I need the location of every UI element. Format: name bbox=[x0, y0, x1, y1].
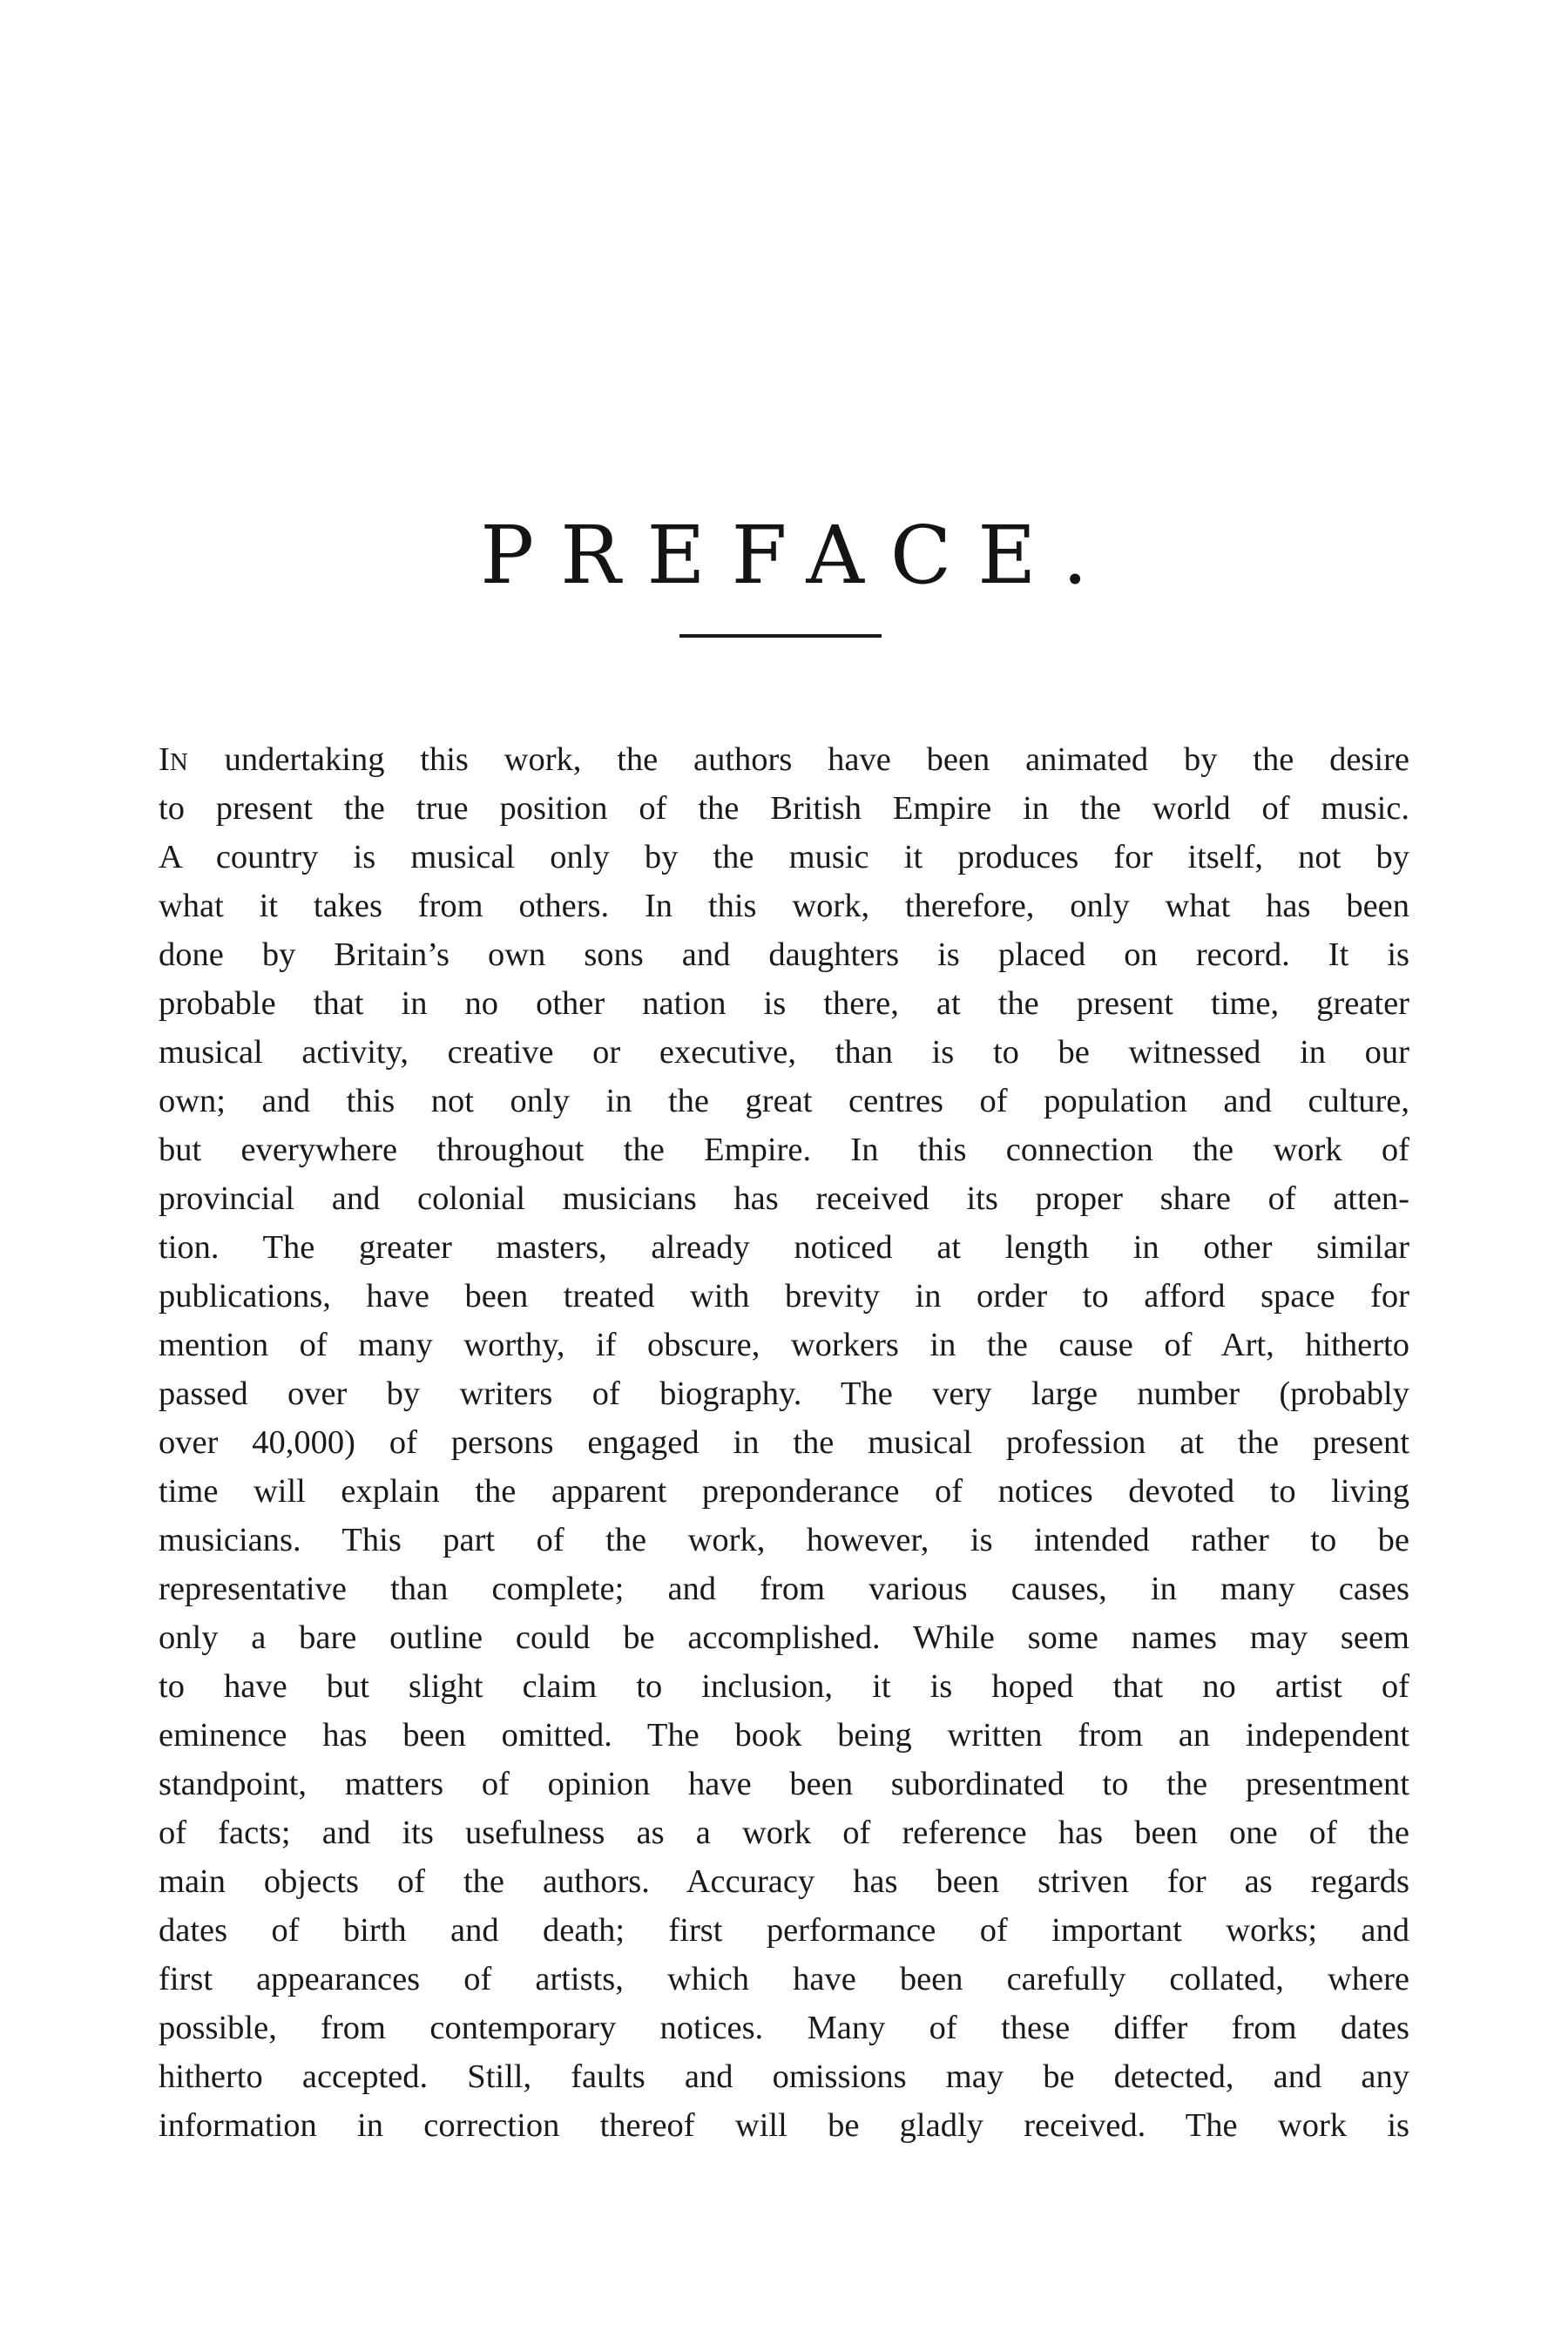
text-line: publications, have been treated with brevity in order to afford space for bbox=[159, 1278, 1409, 1315]
text-line: mention of many worthy, if obscure, workers in the cause of Art, hitherto bbox=[159, 1327, 1409, 1363]
text-line: musicians. This part of the work, however, is intended rather to be bbox=[159, 1522, 1409, 1558]
text-line: of facts; and its usefulness as a work of reference has been one of the bbox=[159, 1815, 1409, 1851]
text-line: dates of birth and death; first performance of important works; and bbox=[159, 1912, 1409, 1949]
text-line: hitherto accepted. Still, faults and omissions may be detected, and any bbox=[159, 2058, 1409, 2095]
text-line: time will explain the apparent preponderance of notices devoted to living bbox=[159, 1473, 1409, 1510]
text-line: to present the true position of the British Empire in the world of music. bbox=[159, 790, 1409, 827]
page-title: PREFACE. bbox=[480, 508, 1114, 602]
text-line: own; and this not only in the great centres of population and culture, bbox=[159, 1083, 1409, 1119]
title-rule bbox=[679, 634, 882, 638]
text-line: possible, from contemporary notices. Many of these differ from dates bbox=[159, 2010, 1409, 2046]
text-line: but everywhere throughout the Empire. In this connection the work of bbox=[159, 1132, 1409, 1168]
text-line: main objects of the authors. Accuracy has been striven for as regards bbox=[159, 1863, 1409, 1900]
text-line: only a bare outline could be accomplished. While some names may seem bbox=[159, 1619, 1409, 1656]
preface-paragraph bbox=[159, 735, 1409, 2150]
text-line bbox=[159, 735, 1409, 784]
text-line: probable that in no other nation is there, at the present time, greater bbox=[159, 985, 1409, 1022]
text-line: tion. The greater masters, already noticed at length in other similar bbox=[159, 1229, 1409, 1266]
text-line: A country is musical only by the music it produces for itself, not by bbox=[159, 839, 1409, 875]
initial-small-caps: N bbox=[169, 748, 189, 776]
initial-capital: I bbox=[159, 741, 170, 778]
text-line: done by Britain’s own sons and daughters is placed on record. It is bbox=[159, 936, 1409, 973]
text-line: standpoint, matters of opinion have been subordinated to the presentment bbox=[159, 1766, 1409, 1802]
text-line: information in correction thereof will be gladly received. The work is bbox=[159, 2107, 1409, 2144]
text-line: representative than complete; and from various causes, in many cases bbox=[159, 1571, 1409, 1607]
text-line: provincial and colonial musicians has received its proper share of atten- bbox=[159, 1180, 1409, 1217]
text-line: what it takes from others. In this work, therefore, only what has been bbox=[159, 888, 1409, 924]
text-line: passed over by writers of biography. The very large number (probably bbox=[159, 1375, 1409, 1412]
text-line: to have but slight claim to inclusion, it is hoped that no artist of bbox=[159, 1668, 1409, 1705]
text-line: eminence has been omitted. The book being written from an independent bbox=[159, 1717, 1409, 1754]
text-line: first appearances of artists, which have been carefully collated, where bbox=[159, 1961, 1409, 1997]
text-line: over 40,000) of persons engaged in the musical profession at the present bbox=[159, 1424, 1409, 1461]
text-line: musical activity, creative or executive, than is to be witnessed in our bbox=[159, 1034, 1409, 1071]
text-line-content: undertaking this work, the authors have been animated by the desire bbox=[188, 741, 1409, 778]
